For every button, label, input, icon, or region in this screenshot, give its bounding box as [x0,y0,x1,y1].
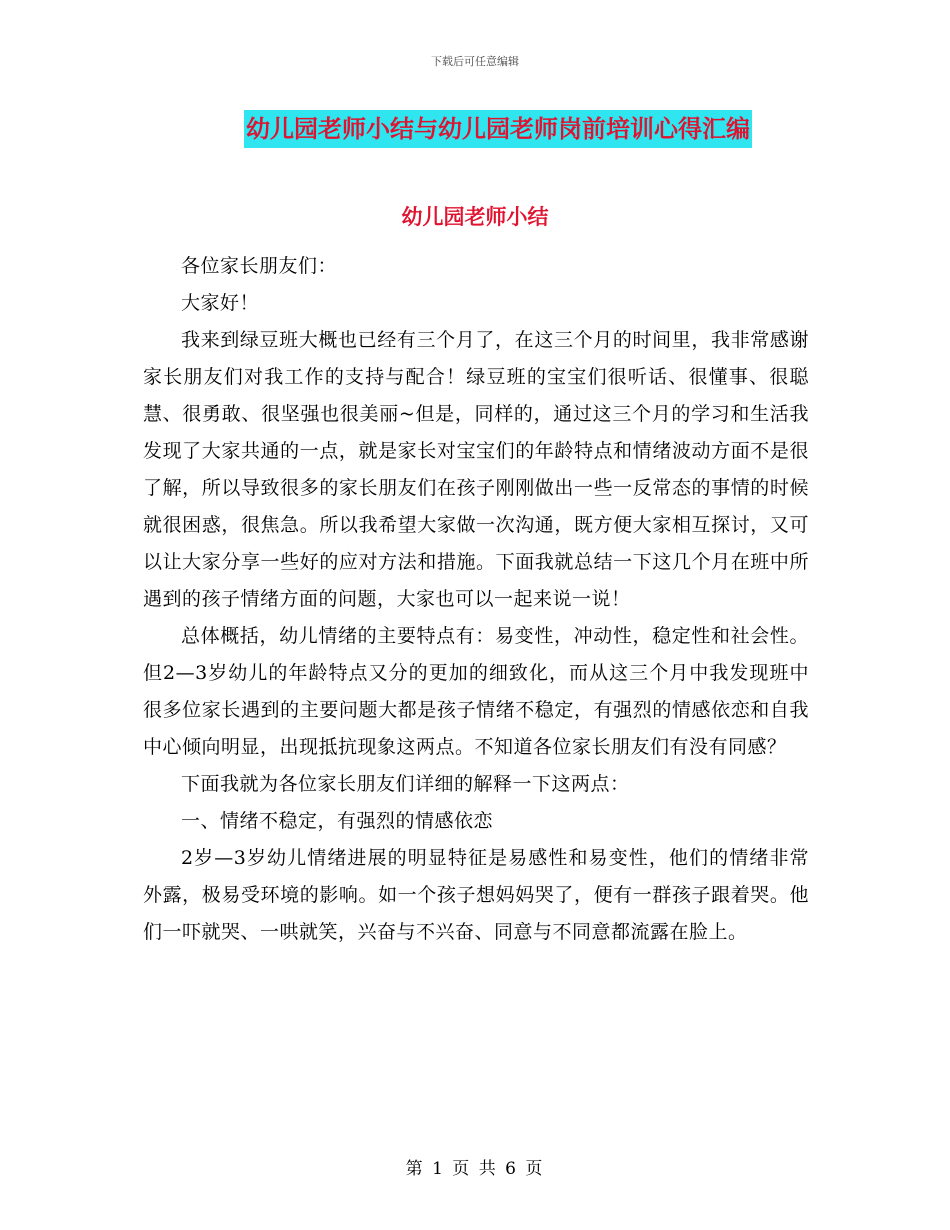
paragraph: 各位家长朋友们： [181,255,338,277]
header-note: 下载后可任意编辑 [431,55,519,68]
paragraph: 我来到绿豆班大概也已经有三个月了，在这三个月的时间里，我非常感谢家长朋友们对我工作的支持与配合！绿豆班的宝宝们很听话、很懂事、很聪慧、很勇敢、很坚强也很美丽~但是，同样的，通过这三个月的学习和生活我发现了大家共通的一点，就是家长对宝宝们的年龄特点和情绪波动方面不是很了解，所以导致很多的家长朋友们在孩子刚刚做出一些一反常态的事情的时候就很困惑，很焦急。所以我希望大家做一次沟通，既方便大家相互探讨，又可以让大家分享一些好的应对方法和措施。下面我就总结一下这几个月在班中所遇到的孩子情绪方面的问题，大家也可以一起来说一说！ [143,329,809,610]
section-title: 幼儿园老师小结 [401,204,549,229]
paragraph: 一、情绪不稳定，有强烈的情感依恋 [181,810,494,832]
paragraph: 下面我就为各位家长朋友们详细的解释一下这两点： [181,773,630,795]
document-main-title: 幼儿园老师小结与幼儿园老师岗前培训心得汇编 [244,110,752,148]
document-body [143,248,809,951]
paragraph: 2岁—3岁幼儿情绪进展的明显特征是易感性和易变性，他们的情绪非常外露，极易受环境的影响。如一个孩子想妈妈哭了，便有一群孩子跟着哭。他们一吓就哭、一哄就笑，兴奋与不兴奋、同意与不同意都流露在脸上。 [143,847,809,943]
paragraph: 大家好！ [181,292,260,314]
page-footer: 第 1 页 共 6 页 [405,1159,545,1179]
main-title-container [0,110,950,148]
paragraph: 总体概括，幼儿情绪的主要特点有：易变性，冲动性，稳定性和社会性。但2—3岁幼儿的年龄特点又分的更加的细致化，而从这三个月中我发现班中很多位家长遇到的主要问题大都是孩子情绪不稳定，有强烈的情感依恋和自我中心倾向明显，出现抵抗现象这两点。不知道各位家长朋友们有没有同感？ [143,625,809,758]
